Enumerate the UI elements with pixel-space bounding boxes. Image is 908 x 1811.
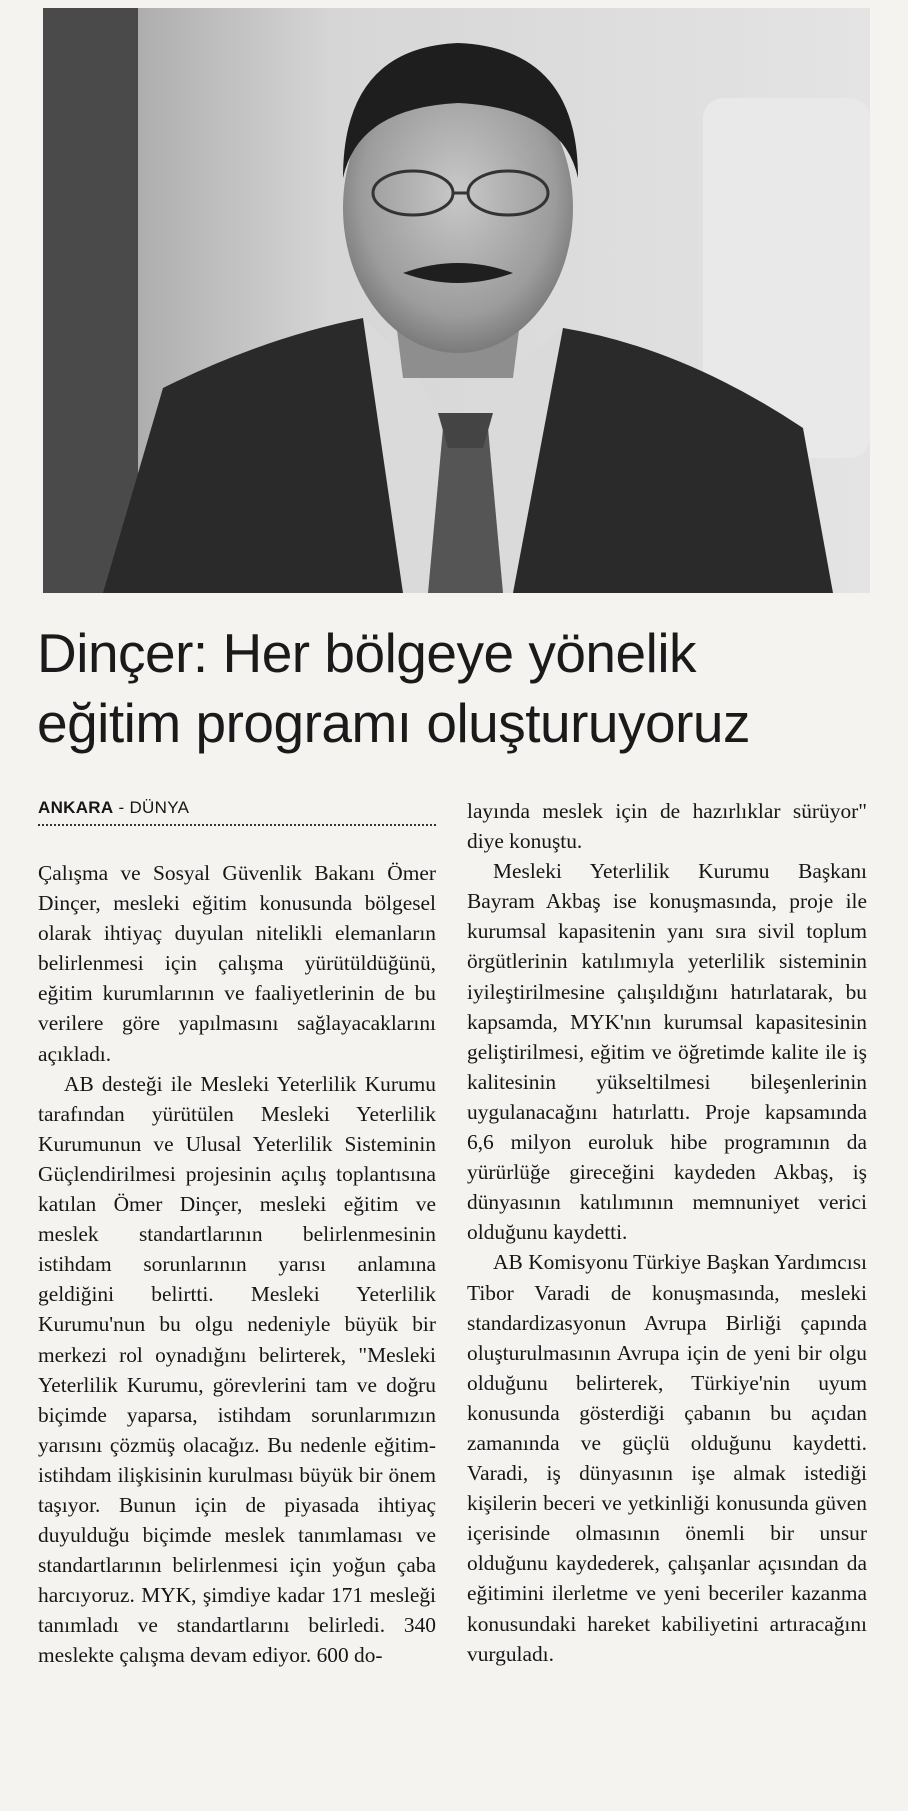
byline-separator: - <box>113 798 130 817</box>
article-paragraph: Mesleki Yeterlilik Kurumu Başkanı Bayram Akbaş ise konuşmasında, proje ile kurumsal kapasitenin yanı sıra sivil toplum örgütlerinin katılımıyla yeterlilik sisteminin iyileştirilmesine çalışıldığını hatırlatarak, bu kapsamda, MYK'nın kurumsal kapasitesinin geliştirilmesi, eğitim ve öğretimde kalite ile iş kalitesinin yükseltilmesi bileşenlerinin uygulanacağını hatırlattı. Proje kapsamında 6,6 milyon euroluk hibe programının da yürürlüğe gireceğini kaydeden Akbaş, iş dünyasının katılımının memnuniyet verici olduğunu kaydetti. <box>467 859 867 1245</box>
article-paragraph: layında meslek için de hazırlıklar sürüyor" diye konuştu. <box>467 799 867 854</box>
portrait-photo <box>43 8 870 593</box>
article-column-right <box>467 796 867 1669</box>
article-column-left <box>38 858 436 1671</box>
headline <box>37 618 887 758</box>
byline-source: DÜNYA <box>129 798 190 817</box>
headline-line-1: Dinçer: Her bölgeye yönelik <box>37 622 697 684</box>
article-photo <box>43 8 870 593</box>
article-paragraph: Çalışma ve Sosyal Güvenlik Bakanı Ömer Dinçer, mesleki eğitim konusunda bölgesel olarak ihtiyaç duyulan nitelikli elemanların belirlenmesi için çalışma yürütüldüğünü, eğitim kurumlarının ve faaliyetlerinin de bu verilere göre yapılmasını sağlayacaklarını açıkladı. <box>38 861 436 1066</box>
headline-line-2: eğitim programı oluşturuyoruz <box>37 692 751 754</box>
article-paragraph: AB Komisyonu Türkiye Başkan Yardımcısı Tibor Varadi de konuşmasında, mesleki standardizasyonun Avrupa Birliği çapında oluşturulmasının Avrupa için de yeni bir olgu olduğunu belirterek, Türkiye'nin uyum konusunda gösterdiği çabanın bu açıdan zamanında ve güçlü olduğunu kaydetti. Varadi, iş dünyasının işe almak istediği kişilerin beceri ve yetkinliği konusunda güven içerisinde olmasının önemli bir unsur olduğunu kaydederek, çalışanlar açısından da eğitimini ilerletme ve yeni beceriler kazanma konusundaki hareket kabiliyetini artıracağını vurguladı. <box>467 1250 867 1666</box>
article-paragraph: AB desteği ile Mesleki Yeterlilik Kurumu tarafından yürütülen Mesleki Yeterlilik Kurumunun ve Ulusal Yeterlilik Sisteminin Güçlendirilmesi projesinin açılış toplantısına katılan Ömer Dinçer, mesleki eğitim ve meslek standartlarının belirlenmesinin istihdam sorunlarının yarısı anlamına geldiğini belirtti. Mesleki Yeterlilik Kurumu'nun bu olgu nedeniyle büyük bir merkezi rol oynadığını belirterek, "Mesleki Yeterlilik Kurumu, görevlerini tam ve doğru biçimde yaparsa, istihdam sorunlarımızın yarısını çözmüş olacağız. Bu nedenle eğitim-istihdam ilişkisinin kurulması büyük bir önem taşıyor. Bunun için de piyasada ihtiyaç duyulduğu biçimde meslek tanımlaması ve standartlarının belirlenmesi için yoğun çaba harcıyoruz. MYK, şimdiye kadar 171 mesleği tanımladı ve standartlarını belirledi. 340 meslekte çalışma devam ediyor. 600 do- <box>38 1071 436 1668</box>
byline <box>38 798 436 826</box>
byline-city: ANKARA <box>38 798 114 817</box>
